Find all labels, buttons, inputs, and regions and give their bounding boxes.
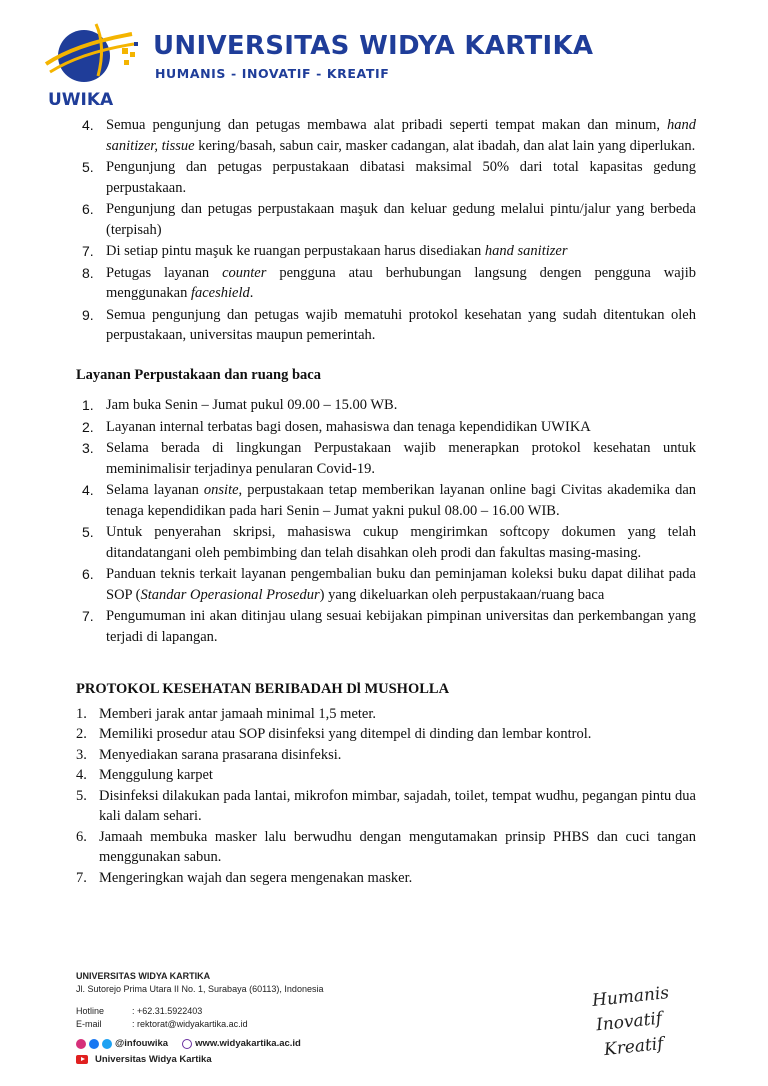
list-text: Pengunjung dan petugas perpustakaan maşuk dan keluar gedung melalui pintu/jalur yang berbeda (terpisah) [106,201,696,238]
list-number: 9. [82,306,94,323]
list-item [76,115,696,156]
list-number: 2. [76,726,87,742]
list-text: , perpustakaan tetap memberikan layanan online bagi Civitas akademika dan tenaga kependidikan pada hari Senin – Jumat yakni pukul 08.00 – 16.00 WIB. [106,482,697,519]
list-text: Semua pengunjung dan petugas membawa alat pribadi seperti tempat makan dan minum, [106,117,667,133]
list-number: 7. [82,608,94,624]
email-value: : rektorat@widyakartika.ac.id [132,1019,248,1029]
list-text: Memiliki prosedur atau SOP disinfeksi yang ditempel di dinding dan lembar kontrol. [99,726,592,742]
list-text: Untuk penyerahan skripsi, mahasiswa cukup mengirimkan softcopy dokumen yang telah ditandatangani oleh pembimbing dan telah disahkan oleh prodi dan fakultas masing-masing. [106,524,696,561]
footer-email [76,1018,676,1031]
list-item [76,745,696,766]
instagram-icon [76,1039,86,1049]
list-item [76,868,696,889]
list-text: Selama layanan [106,482,204,498]
list-item [76,263,696,304]
uwika-logo [36,16,146,108]
list-item [76,522,696,563]
list-text: Jamaah membuka masker lalu berwudhu dengan mengutamakan prinsip PHBS dan cuci tangan menggunakan sabun. [99,828,696,865]
emphasis-text: counter [222,264,267,281]
list-text: Layanan internal terbatas bagi dosen, mahasiswa dan tenaga kependidikan UWIKA [106,418,591,435]
youtube-icon [76,1055,88,1064]
footer-address: Jl. Sutorejo Prima Utara II No. 1, Surabaya (60113), Indonesia [76,984,324,994]
list-text: Menyediakan sarana prasarana disinfeksi. [99,746,342,763]
motto-script [590,985,700,1065]
library-services-list [76,395,696,647]
website-link[interactable]: www.widyakartika.ac.id [195,1038,301,1049]
emphasis-text: onsite [203,482,239,498]
social-handle[interactable]: @infouwika [115,1038,169,1049]
list-text: ) yang dikeluarkan oleh perpustakaan/ruang baca [319,586,605,603]
list-item [76,704,696,725]
list-item [76,157,696,198]
list-item [76,305,696,346]
list-number: 6. [82,566,94,582]
emphasis-text: hand sanitizer [484,243,568,259]
list-number: 7. [82,243,94,259]
emphasis-text: faceshield [190,285,250,301]
list-number: 3. [82,440,94,456]
section-heading-musholla-protocol: PROTOKOL KESEHATAN BERIBADAH Dl MUSHOLLA [76,681,450,697]
list-text: Mengeringkan wajah dan segera mengenakan masker. [99,869,413,886]
document-body [76,115,696,888]
university-tagline: HUMANIS - INOVATIF - KREATIF [155,66,390,81]
list-number: 4. [76,767,87,783]
list-item [76,827,696,868]
motto-kreatif: Kreatif [603,1033,665,1061]
globe-icon [182,1039,192,1049]
footer-hotline [76,1005,676,1018]
list-number: 1. [82,397,94,413]
youtube-channel[interactable]: Universitas Widya Kartika [95,1054,212,1065]
list-number: 8. [82,264,94,281]
footer-youtube [76,1053,676,1066]
list-number: 3. [76,746,87,763]
list-item [76,480,696,521]
list-number: 1. [76,705,87,722]
musholla-protocol-list [76,704,696,889]
twitter-icon [102,1039,112,1049]
list-number: 5. [82,159,94,175]
hotline-value: : +62.31.5922403 [132,1006,203,1016]
list-item [76,417,696,438]
list-text: Disinfeksi dilakukan pada lantai, mikrofon mimbar, sajadah, toilet, tempat wudhu, pegangan pintu dua kali dalam sehari. [99,787,696,824]
list-text: Memberi jarak antar jamaah minimal 1,5 meter. [99,705,377,722]
footer [76,970,676,1066]
list-item [76,724,696,745]
logo-text: UWIKA [48,90,114,108]
list-number: 6. [76,828,87,845]
section-heading-library-services: Layanan Perpustakaan dan ruang baca [76,366,321,383]
list-item [76,606,696,647]
list-text: Menggulung karpet [99,767,213,783]
list-item [76,765,696,786]
university-name: UNIVERSITAS WIDYA KARTIKA [153,31,594,61]
emphasis-text: hand sanitizer, tissue [106,117,696,154]
list-number: 5. [82,524,94,540]
list-number: 2. [82,418,94,435]
list-number: 4. [82,482,94,498]
list-item [76,564,696,605]
emphasis-text: Standar Operasional Prosedur [140,586,320,603]
list-item [76,786,696,827]
list-text: pengguna atau berhubungan langsung dengen pengguna wajib menggunakan [106,264,696,301]
list-text: Panduan teknis terkait layanan pengembalian buku dan peminjaman koleksi buku dapat dilihat pada SOP ( [106,566,696,603]
motto-humanis: Humanis [591,983,670,1011]
list-text: Petugas layanan [106,264,223,281]
list-item [76,241,696,262]
list-item [76,199,696,240]
letterhead [0,0,768,110]
list-text: . [249,285,254,301]
list-text: Semua pengunjung dan petugas wajib mematuhi protokol kesehatan yang sudah ditentukan oleh perpustakaan, universitas maupun pemerintah. [106,306,696,343]
list-item [76,395,696,416]
list-item [76,438,696,479]
list-text: Di setiap pintu maşuk ke ruangan perpustakaan harus disediakan [106,243,485,259]
facebook-icon [89,1039,99,1049]
protocol-list-continued [76,115,696,346]
list-number: 7. [76,869,87,886]
footer-university-name: UNIVERSITAS WIDYA KARTIKA [76,971,211,981]
list-number: 5. [76,787,87,804]
list-number: 6. [82,201,94,217]
list-text: Pengumuman ini akan ditinjau ulang sesuai kebijakan pimpinan universitas dan perkembangan yang terjadi di lapangan. [106,608,696,645]
list-text: Selama berada di lingkungan Perpustakaan wajib menerapkan protokol kesehatan untuk meminimalisir terjadinya penularan Covid-19. [106,440,696,477]
email-label: E-mail [76,1019,102,1029]
list-text: Pengunjung dan petugas perpustakaan dibatasi maksimal 50% dari total kapasitas gedung perpustakaan. [106,159,696,196]
list-number: 4. [82,117,94,133]
list-text: kering/basah, sabun cair, masker cadangan, alat ibadah, dan alat lain yang diperlukan. [194,137,696,154]
motto-inovatif: Inovatif [595,1008,664,1036]
footer-socials [76,1037,676,1050]
list-text: Jam buka Senin – Jumat pukul 09.00 – 15.00 WB. [106,397,398,413]
hotline-label: Hotline [76,1006,105,1016]
